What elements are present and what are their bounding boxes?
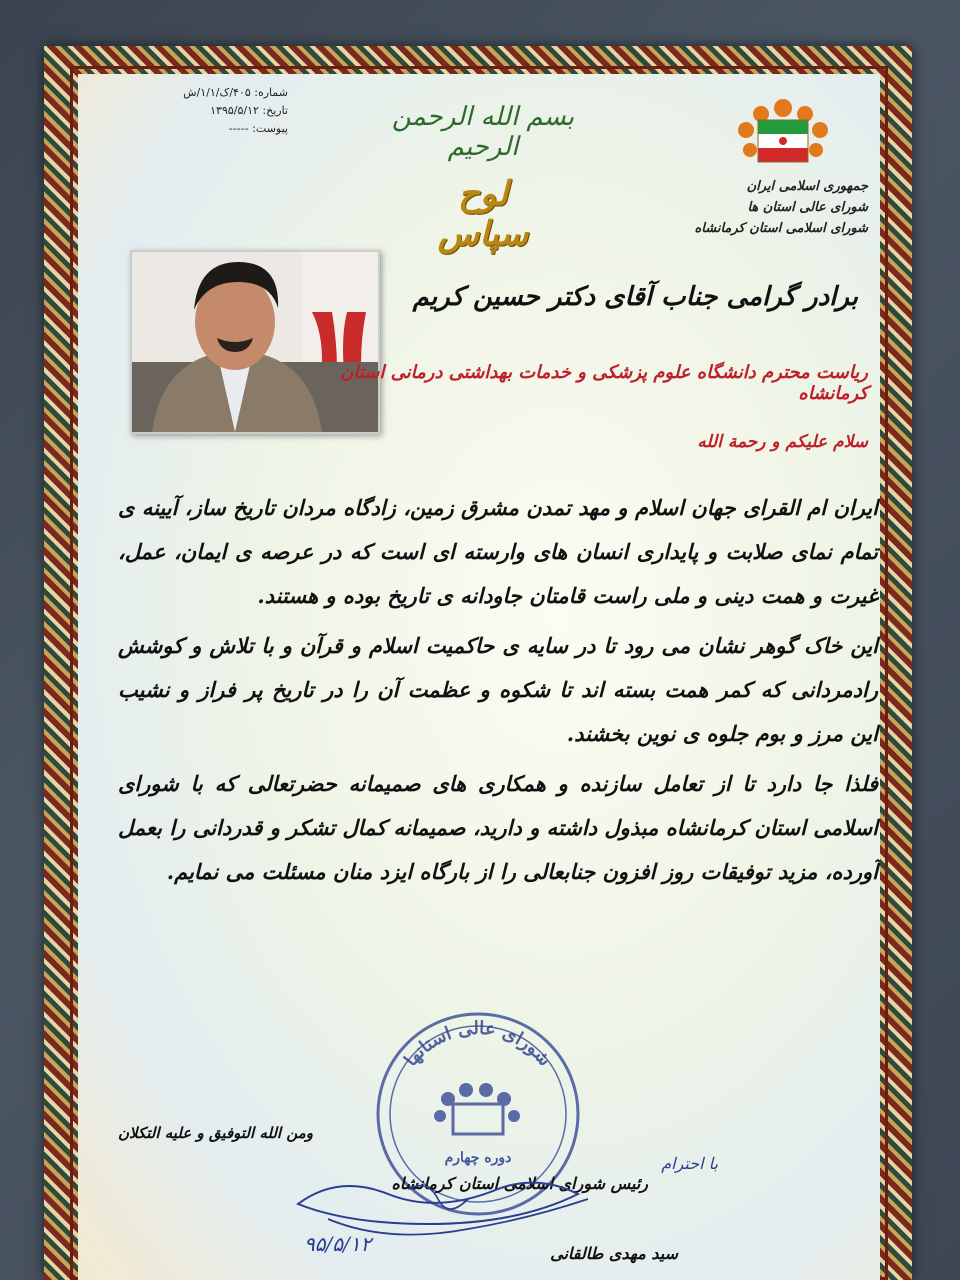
ref-date: تاریخ: ۱۳۹۵/۵/۱۲: [210, 104, 288, 117]
org-line-2: شورای عالی استان ها: [747, 200, 868, 215]
certificate-paper: [78, 74, 880, 1280]
body-paragraph: این خاک گوهر نشان می رود تا در سایه ی حاکمیت اسلام و قرآن و با تلاش و کوشش رادمردانی که کمر همت بسته اند تا شکوه و عظمت آن را در تاریخ پر فراز و نشیب این مرز و بوم جلوه ی نوین بخشند.: [118, 633, 878, 746]
ref-attachment: پیوست: -----: [228, 122, 288, 135]
certificate-title: لوح سپاس: [437, 174, 529, 254]
body-paragraph: فلذا جا دارد تا از تعامل سازنده و همکاری های صمیمانه حضرتعالی که با شورای اسلامی استان کرمانشاه مبذول داشته و دارید، صمیمانه کمال تشکر و قدردانی را بعمل آورده، مزید توفیقات روز افزون جنابعالی را از بارگاه ایزد منان مسئلت می نمایم.: [118, 771, 878, 884]
handwritten-date: ۹۵/۵/۱۲: [304, 1232, 372, 1256]
body-paragraph: ایران ام القرای جهان اسلام و مهد تمدن مشرق زمین، زادگاه مردان تاریخ ساز، آیینه ی تمام نمای صلابت و پایداری انسان های وارسته ای است که در عرصه ی ایمان، عمل، غیرت و همت دینی و ملی راست قامتان جاودانه ی تاریخ بوده و هستند.: [118, 495, 878, 608]
stamp-top-text: شورای عالی استانها: [400, 1017, 556, 1071]
signer-name: سید مهدی طالقانی: [550, 1244, 678, 1263]
bismillah-calligraphy: بسم الله الرحمن الرحیم: [391, 102, 575, 162]
signer-title: رئیس شورای اسلامی استان کرمانشاه: [391, 1174, 648, 1193]
stamp-bottom-text: دوره چهارم: [444, 1150, 512, 1166]
closing-phrase: ومن الله التوفیق و علیه التکلان: [118, 1124, 314, 1142]
organization-name: [678, 176, 868, 239]
ref-number: شماره: ۴۰۵/ک/۱/۱/ش: [183, 86, 288, 99]
recipient-photo: [130, 250, 380, 434]
recipient-position: ریاست محترم دانشگاه علوم پزشکی و خدمات بهداشتی درمانی استان کرمانشاه: [340, 362, 868, 404]
council-emblem-icon: [728, 96, 838, 176]
org-line-3: شورای اسلامی استان کرمانشاه: [694, 221, 868, 236]
org-line-1: جمهوری اسلامی ایران: [746, 179, 868, 194]
reference-block: [148, 84, 288, 138]
svg-text:شورای عالی استانها: [400, 1018, 555, 1071]
regards-handwritten: با احترام: [661, 1154, 718, 1173]
certificate-body: [118, 486, 878, 900]
salutation: سلام علیکم و رحمة الله: [697, 432, 868, 452]
recipient-name: برادر گرامی جناب آقای دکتر حسین کریم: [412, 282, 858, 312]
